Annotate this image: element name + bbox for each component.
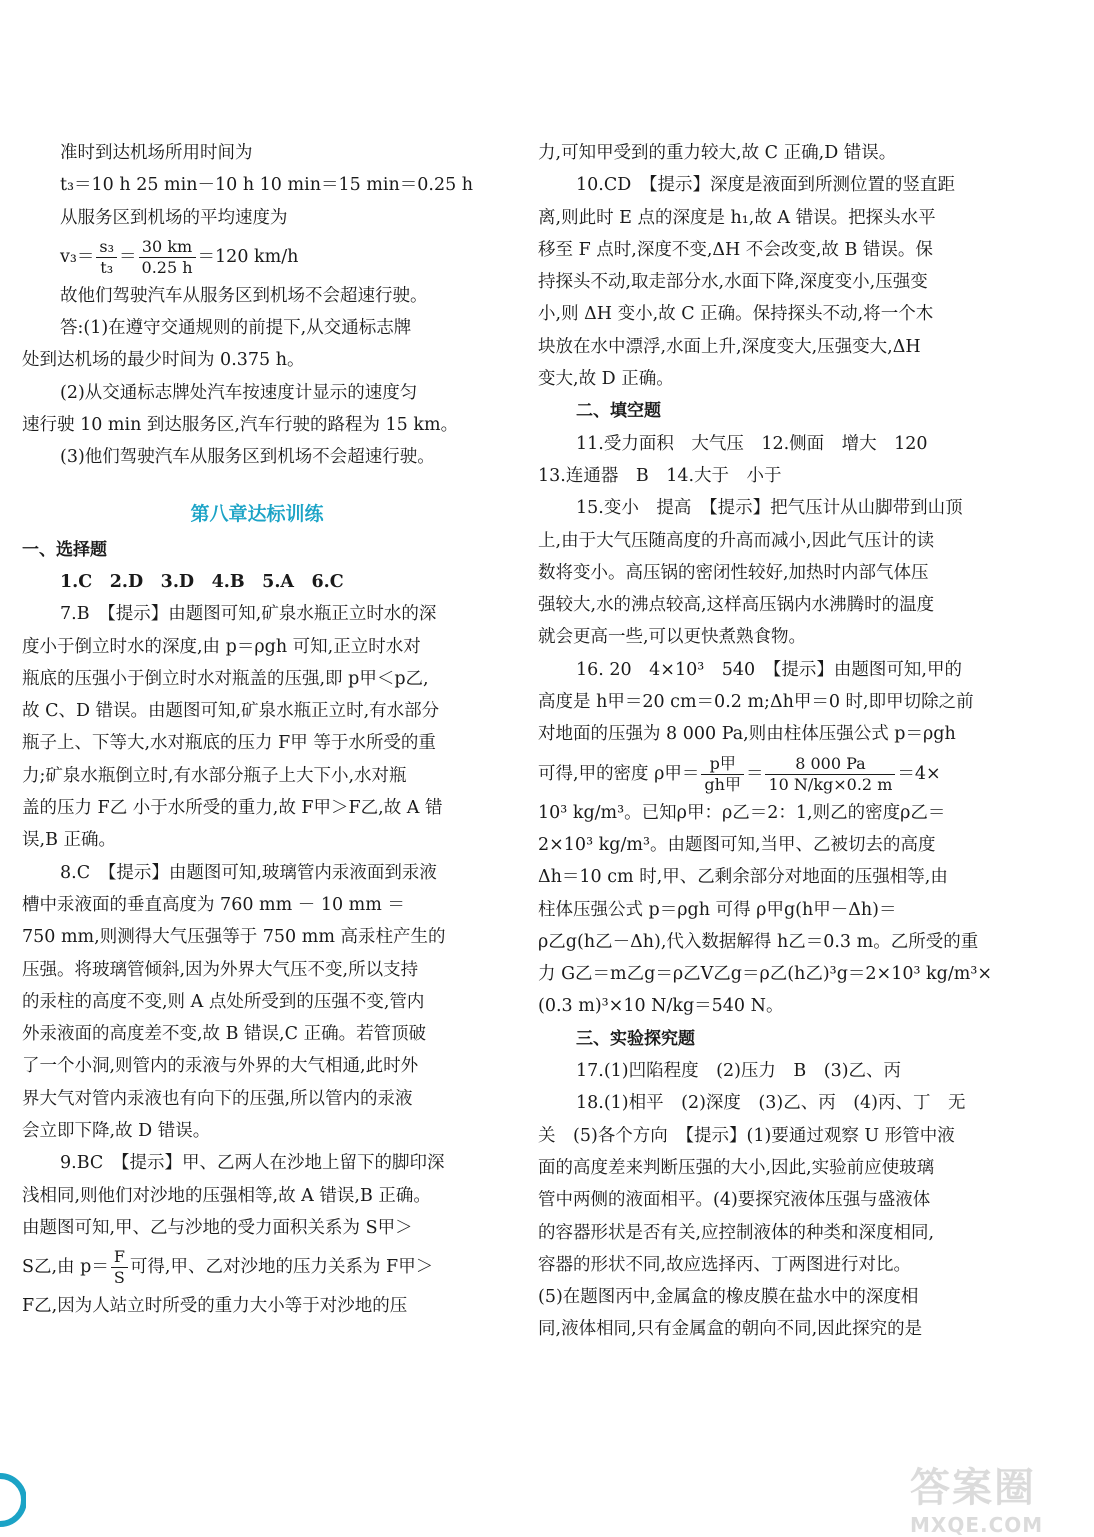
text-line: 高度是 h甲＝20 cm＝0.2 m;Δh甲＝0 时,即甲切除之前 bbox=[538, 692, 974, 713]
text-line: 移至 F 点时,深度不变,ΔH 不会改变,故 B 错误。保 bbox=[538, 239, 933, 260]
text-line: 的汞柱的高度不变,则 A 点处所受到的压强不变,管内 bbox=[22, 991, 425, 1012]
text-line: 答:(1)在遵守交通规则的前提下,从交通标志牌 bbox=[60, 318, 412, 339]
text-line: 持探头不动,取走部分水,水面下降,深度变小,压强变 bbox=[538, 272, 928, 293]
text-line: (0.3 m)³×10 N/kg＝540 N。 bbox=[538, 996, 784, 1017]
text-line: 从服务区到机场的平均速度为 bbox=[60, 207, 288, 228]
fraction-numerator: F bbox=[111, 1247, 128, 1268]
text-line: Δh＝10 cm 时,甲、乙剩余部分对地面的压强相等,由 bbox=[538, 867, 948, 888]
fraction bbox=[96, 237, 117, 278]
text-line: 对地面的压强为 8 000 Pa,则由柱体压强公式 p＝ρgh bbox=[538, 724, 956, 745]
text-line: 力,可知甲受到的重力较大,故 C 正确,D 错误。 bbox=[538, 143, 897, 163]
text-line: 管中两侧的液面相平。(4)要探究液体压强与盛液体 bbox=[538, 1190, 931, 1211]
fraction-denominator: 10 N/kg×0.2 m bbox=[768, 774, 893, 794]
text-line: 会立即下降,故 D 错误。 bbox=[22, 1121, 211, 1142]
fraction-denominator: 0.25 h bbox=[141, 257, 193, 277]
text-line: (2)从交通标志牌处汽车按速度计显示的速度匀 bbox=[60, 382, 418, 403]
equation-part: ＝ bbox=[119, 246, 137, 267]
fraction-numerator: p甲 bbox=[701, 754, 744, 775]
fraction bbox=[139, 237, 196, 278]
text-line: 上,由于大气压随高度的升高而减小,因此气压计的读 bbox=[538, 530, 935, 551]
fraction-numerator: 30 km bbox=[139, 237, 196, 258]
text-line: ρ乙g(h乙－Δh),代入数据解得 h乙＝0.3 m。乙所受的重 bbox=[538, 931, 979, 952]
fraction-denominator: S bbox=[113, 1268, 125, 1288]
answer-line: 11.受力面积 大气压 12.侧面 增大 120 bbox=[576, 433, 928, 454]
watermark-url: MXQE.COM bbox=[910, 1513, 1044, 1537]
text-line: 浅相同,则他们对沙地的压强相等,故 A 错误,B 正确。 bbox=[22, 1185, 431, 1206]
text-line: 速行驶 10 min 到达服务区,汽车行驶的路程为 15 km。 bbox=[22, 415, 459, 436]
pressure-formula-line bbox=[22, 1244, 492, 1290]
text-line: 界大气对管内汞液也有向下的压强,所以管内的汞液 bbox=[22, 1088, 413, 1109]
text-part: ＝4× bbox=[897, 763, 941, 784]
watermark-text: 答案圈 bbox=[910, 1465, 1036, 1511]
text-line: 故 C、D 错误。由题图可知,矿泉水瓶正立时,有水部分 bbox=[22, 701, 440, 722]
fraction-denominator: gh甲 bbox=[704, 774, 741, 794]
text-line: 15.变小 提高 【提示】把气压计从山脚带到山顶 bbox=[576, 498, 963, 519]
text-line: 力 G乙＝m乙g＝ρ乙V乙g＝ρ乙(h乙)³g＝2×10³ kg/m³× bbox=[538, 964, 993, 985]
section-heading: 一、选择题 bbox=[22, 539, 107, 560]
text-line: (5)在题图丙中,金属盒的橡皮膜在盐水中的深度相 bbox=[538, 1287, 919, 1308]
text-line: 的容器形状是否有关,应控制液体的种类和深度相同, bbox=[538, 1222, 935, 1243]
text-line: 盖的压力 F乙 小于水所受的重力,故 F甲＞F乙,故 A 错 bbox=[22, 798, 443, 819]
text-line: 外汞液面的高度差不变,故 B 错误,C 正确。若管顶破 bbox=[22, 1024, 427, 1045]
equation-part: v₃＝ bbox=[60, 246, 95, 267]
text-line: 处到达机场的最少时间为 0.375 h。 bbox=[22, 350, 305, 371]
text-line: 准时到达机场所用时间为 bbox=[60, 143, 253, 163]
text-line: 8.C 【提示】由题图可知,玻璃管内汞液面到汞液 bbox=[60, 862, 437, 883]
text-line: 面的高度差来判断压强的大小,因此,实验前应使玻璃 bbox=[538, 1157, 935, 1178]
text-line: 了一个小洞,则管内的汞液与外界的大气相通,此时外 bbox=[22, 1056, 419, 1077]
text-line: 就会更高一些,可以更快煮熟食物。 bbox=[538, 627, 807, 648]
answer-line: 1.C 2.D 3.D 4.B 5.A 6.C bbox=[60, 571, 344, 592]
text-line: 2×10³ kg/m³。由题图可知,当甲、乙被切去的高度 bbox=[538, 834, 936, 855]
section-heading: 三、实验探究题 bbox=[576, 1028, 695, 1049]
fraction-denominator: t₃ bbox=[100, 257, 114, 277]
density-equation bbox=[538, 751, 1006, 797]
text-line: 关 (5)各个方向 【提示】(1)要通过观察 U 形管中液 bbox=[538, 1125, 955, 1146]
text-part: 可得,甲的密度 ρ甲＝ bbox=[538, 763, 700, 784]
text-line: 故他们驾驶汽车从服务区到机场不会超速行驶。 bbox=[60, 285, 428, 306]
text-line: F乙,因为人站立时所受的重力大小等于对沙地的压 bbox=[22, 1296, 408, 1317]
text-line: 变大,故 D 正确。 bbox=[538, 369, 674, 390]
fraction bbox=[765, 754, 895, 795]
text-line: 强较大,水的沸点较高,这样高压锅内水沸腾时的温度 bbox=[538, 595, 935, 616]
section-heading: 二、填空题 bbox=[576, 401, 661, 422]
right-column bbox=[538, 137, 1006, 1346]
fraction bbox=[701, 754, 744, 795]
left-column bbox=[22, 137, 492, 1323]
text-line: 度小于倒立时水的深度,由 p＝ρgh 可知,正立时水对 bbox=[22, 636, 421, 657]
text-line: 9.BC 【提示】甲、乙两人在沙地上留下的脚印深 bbox=[60, 1153, 445, 1174]
text-line: 槽中汞液面的垂直高度为 760 mm － 10 mm ＝ bbox=[22, 894, 405, 915]
text-part: 可得,甲、乙对沙地的压力关系为 F甲＞ bbox=[129, 1257, 434, 1278]
text-line: 柱体压强公式 p＝ρgh 可得 ρ甲g(h甲－Δh)＝ bbox=[538, 899, 897, 920]
text-line: 离,则此时 E 点的深度是 h₁,故 A 错误。把探头水平 bbox=[538, 207, 936, 228]
fraction-numerator: s₃ bbox=[96, 237, 117, 258]
text-line: 数将变小。高压锅的密闭性较好,加热时内部气体压 bbox=[538, 562, 929, 583]
text-line: 16. 20 4×10³ 540 【提示】由题图可知,甲的 bbox=[576, 659, 962, 680]
text-line: 750 mm,则测得大气压强等于 750 mm 高汞柱产生的 bbox=[22, 927, 446, 948]
text-line: 瓶底的压强小于倒立时水对瓶盖的压强,即 p甲＜p乙, bbox=[22, 668, 429, 689]
watermark-logo bbox=[910, 1456, 1086, 1537]
text-line: 容器的形状不同,故应选择丙、丁两图进行对比。 bbox=[538, 1254, 912, 1275]
text-line: 7.B 【提示】由题图可知,矿泉水瓶正立时水的深 bbox=[60, 604, 437, 625]
equation-line: t₃＝10 h 25 min－10 h 10 min＝15 min＝0.25 h bbox=[60, 175, 474, 196]
velocity-equation bbox=[22, 234, 492, 280]
text-line: 块放在水中漂浮,水面上升,深度变大,压强变大,ΔH bbox=[538, 336, 921, 357]
text-line: 压强。将玻璃管倾斜,因为外界大气压不变,所以支持 bbox=[22, 959, 419, 980]
text-part: S乙,由 p＝ bbox=[22, 1257, 109, 1278]
answer-line: 17.(1)凹陷程度 (2)压力 B (3)乙、丙 bbox=[576, 1061, 902, 1082]
text-line: 小,则 ΔH 变小,故 C 正确。保持探头不动,将一个木 bbox=[538, 304, 934, 325]
text-line: 10.CD 【提示】深度是液面到所测位置的竖直距 bbox=[576, 175, 955, 196]
text-line: 18.(1)相平 (2)深度 (3)乙、丙 (4)丙、丁 无 bbox=[576, 1093, 966, 1114]
text-line: 由题图可知,甲、乙与沙地的受力面积关系为 S甲＞ bbox=[22, 1217, 413, 1238]
text-line: 10³ kg/m³。已知ρ甲：ρ乙＝2：1,则乙的密度ρ乙＝ bbox=[538, 802, 946, 823]
text-line: 误,B 正确。 bbox=[22, 830, 116, 851]
equation-part: ＝120 km/h bbox=[197, 246, 299, 267]
answer-line: 13.连通器 B 14.大于 小于 bbox=[538, 465, 782, 486]
text-line: 瓶子上、下等大,水对瓶底的压力 F甲 等于水所受的重 bbox=[22, 733, 436, 754]
fraction bbox=[111, 1247, 128, 1288]
text-line: 同,液体相同,只有金属盒的朝向不同,因此探究的是 bbox=[538, 1319, 923, 1340]
chapter-title: 第八章达标训练 bbox=[190, 502, 324, 525]
text-part: ＝ bbox=[745, 763, 764, 784]
fraction-numerator: 8 000 Pa bbox=[765, 754, 895, 775]
text-line: (3)他们驾驶汽车从服务区到机场不会超速行驶。 bbox=[60, 447, 435, 468]
text-line: 力;矿泉水瓶倒立时,有水部分瓶子上大下小,水对瓶 bbox=[22, 765, 407, 786]
corner-arc-icon bbox=[0, 1472, 26, 1528]
